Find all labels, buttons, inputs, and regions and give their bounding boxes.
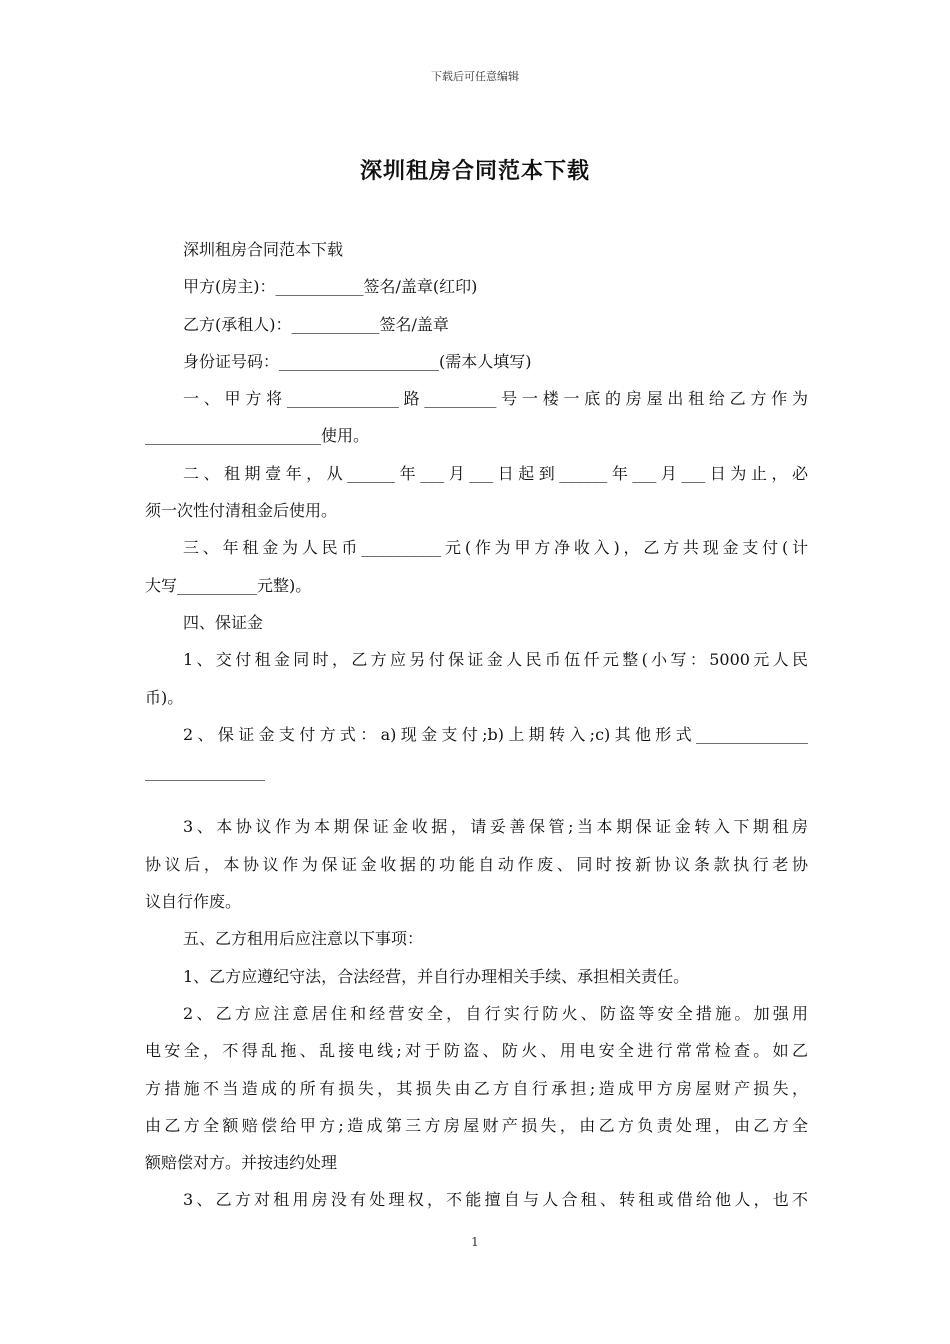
clause-5-1-line: 1、乙方应遵纪守法，合法经营，并自行办理相关手续、承担相关责任。 [183, 966, 690, 986]
page-number: 1 [471, 1235, 479, 1249]
clause-4-1-line: 币)。 [145, 687, 184, 707]
document-title: 深圳租房合同范本下载 [359, 158, 590, 184]
clause-3-line: 大写__________元整)。 [145, 575, 312, 595]
clause-5-2-line: 方措施不当造成的所有损失，其损失由乙方自行承担;造成甲方房屋财产损失， [145, 1078, 808, 1098]
clause-3-line: 三、年租金为人民币__________元(作为甲方净收入)，乙方共现金支付(计 [183, 538, 808, 558]
page-header: 下载后可任意编辑 [431, 70, 519, 83]
clause-4-3-line: 3、本协议作为本期保证金收据，请妥善保管;当本期保证金转入下期租房 [183, 817, 808, 837]
clause-4-3-line: 议自行作废。 [145, 892, 242, 912]
clause-1-line: 一、甲方将______________路_________号一楼一底的房屋出租给乙方作为 [183, 389, 808, 409]
clause-4-1-line: 1、交付租金同时，乙方应另付保证金人民币伍仟元整(小写：5000元人民 [183, 650, 808, 670]
clause-5-2-line: 额赔偿对方。并按违约处理 [145, 1153, 338, 1173]
clause-4-heading: 四、保证金 [183, 612, 264, 632]
clause-1-line: ______________________使用。 [145, 426, 370, 446]
clause-4-2-line: 2、保证金支付方式：a)现金支付;b)上期转入;c)其他形式______________ [183, 724, 808, 744]
contract-body [145, 231, 808, 1219]
party-b-line: 乙方(承租人)：___________签名/盖章 [183, 314, 449, 334]
party-a-line: 甲方(房主)：___________签名/盖章(红印) [183, 277, 478, 297]
paragraph-line: 深圳租房合同范本下载 [183, 240, 344, 259]
id-number-line: 身份证号码：____________________(需本人填写) [183, 351, 532, 371]
clause-5-heading: 五、乙方租用后应注意以下事项： [183, 929, 424, 949]
clause-4-2-line: _______________ [145, 762, 265, 782]
clause-2-line: 二、租期壹年，从______年___月___日起到______年___月___日为止，必 [183, 463, 808, 483]
clause-5-2-line: 电安全，不得乱拖、乱接电线;对于防盗、防火、用电安全进行常常检查。如乙 [145, 1041, 808, 1061]
clause-5-2-line: 由乙方全额赔偿给甲方;造成第三方房屋财产损失，由乙方负责处理，由乙方全 [145, 1115, 808, 1135]
clause-5-2-line: 2、乙方应注意居住和经营安全，自行实行防火、防盗等安全措施。加强用 [183, 1003, 808, 1023]
clause-2-line: 须一次性付清租金后使用。 [145, 501, 338, 521]
clause-4-3-line: 协议后，本协议作为保证金收据的功能自动作废、同时按新协议条款执行老协 [145, 854, 808, 874]
clause-5-3-line: 3、乙方对租用房没有处理权，不能擅自与人合租、转租或借给他人，也不 [183, 1190, 808, 1210]
